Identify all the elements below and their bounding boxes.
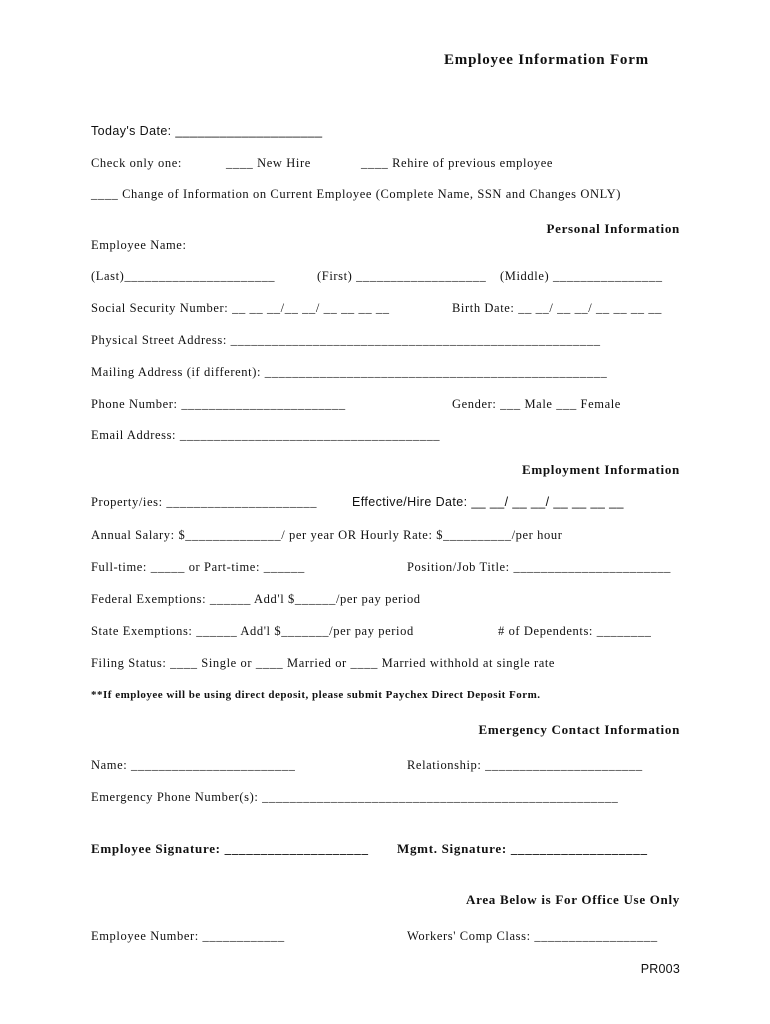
physical-address-field[interactable]: Physical Street Address: ______________________________________________________ bbox=[91, 333, 601, 347]
fulltime-parttime-field[interactable]: Full-time: _____ or Part-time: ______ bbox=[91, 560, 305, 574]
change-info-checkbox[interactable]: ____ Change of Information on Current Employee (Complete Name, SSN and Changes ONLY) bbox=[91, 187, 621, 201]
form-code: PR003 bbox=[640, 962, 680, 976]
employment-info-heading: Employment Information bbox=[521, 462, 680, 477]
todays-date-field[interactable]: Today's Date: ____________________ bbox=[91, 124, 323, 138]
filing-status-field[interactable]: Filing Status: ____ Single or ____ Married or ____ Married withhold at single rate bbox=[91, 656, 556, 670]
employee-number-field[interactable]: Employee Number: ____________ bbox=[91, 929, 285, 943]
dependents-field[interactable]: # of Dependents: ________ bbox=[498, 624, 652, 638]
page-title: Employee Information Form bbox=[444, 52, 649, 68]
first-name-field[interactable]: (First) ___________________ bbox=[317, 269, 487, 283]
rehire-checkbox[interactable]: ____ Rehire of previous employee bbox=[361, 156, 554, 170]
state-exemptions-field[interactable]: State Exemptions: ______ Add'l $_______/per pay period bbox=[91, 624, 414, 638]
emergency-contact-heading: Emergency Contact Information bbox=[478, 722, 680, 737]
gender-field[interactable]: Gender: ___ Male ___ Female bbox=[452, 397, 621, 411]
workers-comp-field[interactable]: Workers' Comp Class: __________________ bbox=[407, 929, 658, 943]
office-use-heading: Area Below is For Office Use Only bbox=[466, 892, 680, 907]
mailing-address-field[interactable]: Mailing Address (if different): __________________________________________________ bbox=[91, 365, 608, 379]
last-name-field[interactable]: (Last)______________________ bbox=[91, 269, 276, 283]
relationship-field[interactable]: Relationship: _______________________ bbox=[407, 758, 643, 772]
direct-deposit-note: **If employee will be using direct deposit, please submit Paychex Direct Deposit Form. bbox=[91, 689, 541, 701]
email-address-field[interactable]: Email Address: ______________________________________ bbox=[91, 428, 441, 442]
employee-signature-field[interactable]: Employee Signature: ____________________ bbox=[91, 841, 369, 856]
check-only-one-label: Check only one: bbox=[91, 156, 182, 170]
birth-date-field[interactable]: Birth Date: __ __/ __ __/ __ __ __ __ bbox=[452, 301, 663, 315]
emergency-name-field[interactable]: Name: ________________________ bbox=[91, 758, 296, 772]
phone-number-field[interactable]: Phone Number: ________________________ bbox=[91, 397, 346, 411]
personal-info-heading: Personal Information bbox=[546, 221, 680, 236]
middle-name-field[interactable]: (Middle) ________________ bbox=[500, 269, 663, 283]
employee-name-label: Employee Name: bbox=[91, 238, 187, 252]
emergency-phone-field[interactable]: Emergency Phone Number(s): ____________________________________________________ bbox=[91, 790, 619, 804]
ssn-field[interactable]: Social Security Number: __ __ __/__ __/ __ __ __ __ bbox=[91, 301, 390, 315]
position-title-field[interactable]: Position/Job Title: _______________________ bbox=[407, 560, 672, 574]
new-hire-checkbox[interactable]: ____ New Hire bbox=[226, 156, 311, 170]
effective-date-field[interactable]: Effective/Hire Date: __ __/ __ __/ __ __ __ __ bbox=[352, 495, 624, 509]
salary-rate-field[interactable]: Annual Salary: $______________/ per year OR Hourly Rate: $__________/per hour bbox=[91, 528, 563, 542]
federal-exemptions-field[interactable]: Federal Exemptions: ______ Add'l $______/per pay period bbox=[91, 592, 421, 606]
mgmt-signature-field[interactable]: Mgmt. Signature: ___________________ bbox=[397, 841, 648, 856]
property-field[interactable]: Property/ies: ______________________ bbox=[91, 495, 318, 509]
